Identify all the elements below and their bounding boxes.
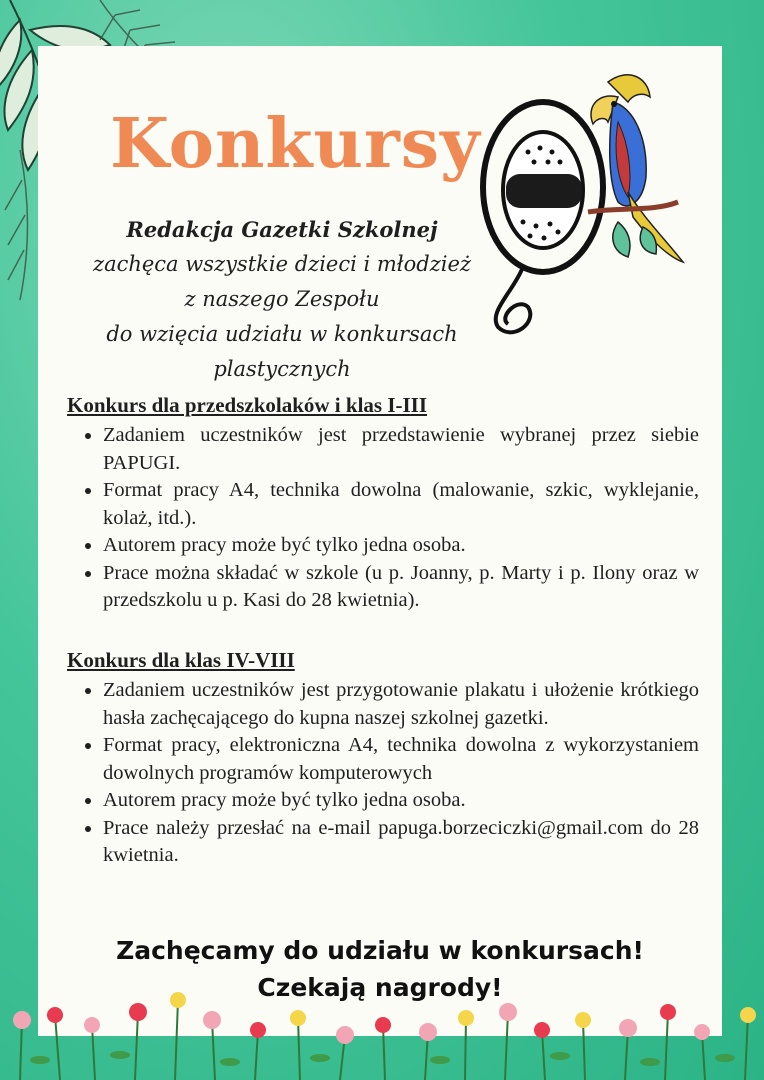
contest-section-grades (67, 648, 699, 870)
contest-section-preschool (67, 393, 699, 615)
contest-rules-list (67, 677, 699, 870)
intro-text (60, 212, 504, 387)
list-item: • Prace należy przesłać na e-mail papuga.borzeciczki@gmail.com do 28 kwietnia. (103, 815, 699, 870)
contest-rules-list (67, 422, 699, 615)
list-item: • Autorem pracy może być tylko jedna osoba. (103, 532, 699, 560)
list-item: • Format pracy, elektroniczna A4, technika dowolna z wykorzystaniem dowolnych programów komputerowych (103, 732, 699, 787)
intro-line: do wzięcia udziału w konkursach (106, 322, 458, 346)
parrot-logo (468, 62, 708, 362)
contest-heading: Konkurs dla klas IV-VIII (67, 648, 295, 672)
page-title: Konkursy (110, 104, 481, 184)
list-item: • Zadaniem uczestników jest przedstawienie wybranej przez siebie PAPUGI. (103, 422, 699, 477)
intro-line: z naszego Zespołu (184, 287, 380, 311)
contest-heading: Konkurs dla przedszkolaków i klas I-III (67, 393, 428, 417)
list-item: • Zadaniem uczestników jest przygotowanie plakatu i ułożenie krótkiego hasła zachęcającego do kupna naszej szkolnej gazetki. (103, 677, 699, 732)
list-item: • Format pracy A4, technika dowolna (malowanie, szkic, wyklejanie, kolaż, itd.). (103, 477, 699, 532)
intro-line: zachęca wszystkie dzieci i młodzież (93, 252, 471, 276)
intro-line: plastycznych (213, 357, 351, 381)
list-item: • Prace można składać w szkole (u p. Joanny, p. Marty i p. Ilony oraz w przedszkolu u p. Kasi do 28 kwietnia). (103, 560, 699, 615)
footer-slogan: Zachęcamy do udziału w konkursach! (116, 936, 644, 965)
intro-line: Redakcja Gazetki Szkolnej (126, 217, 438, 242)
flower-border (0, 990, 764, 1080)
footer-prizes: Czekają nagrody! (257, 973, 503, 1002)
list-item: • Autorem pracy może być tylko jedna osoba. (103, 787, 699, 815)
